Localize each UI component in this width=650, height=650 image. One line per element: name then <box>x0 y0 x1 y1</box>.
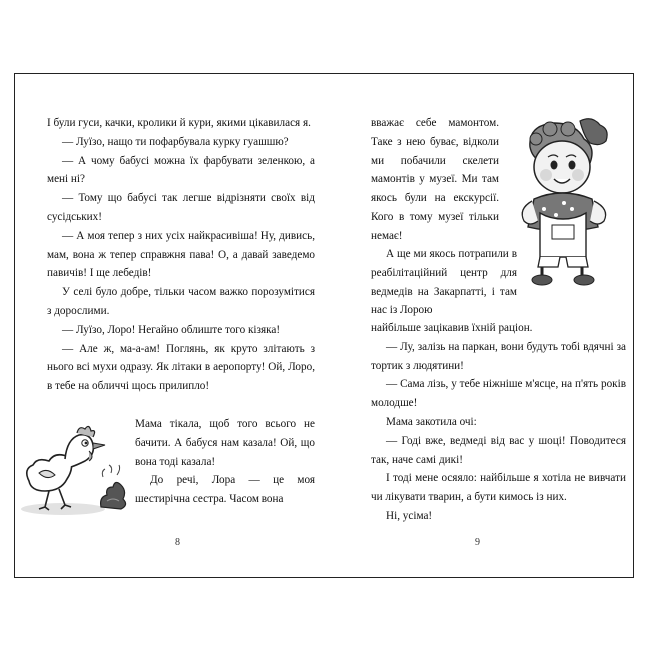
right-middle-text <box>371 245 517 320</box>
paragraph: До речі, Лора — це моя шестирічна сестра. Часом вона <box>135 474 315 506</box>
paragraph: вважає себе мамонтом. Таке з нею буває, відколи ми побачили скелети мамонтів у музеї. Ми там якось були на екскурсії. Кого в тому музеї тільки немає! <box>371 117 499 242</box>
paragraph: А ще ми якось потрапили в реабілітаційний центр для ведмедів на Закарпатті, і там нас із Лорою <box>371 248 517 317</box>
paragraph: — А моя тепер з них усіх найкрасивіша! Ну, дивись, мам, вона ж тепер справжня пава! О, а давай заведемо павичів! І ще лебедів! <box>47 229 315 280</box>
book-spread <box>14 73 634 578</box>
girl-icon <box>510 117 620 287</box>
paragraph: — Сама лізь, у тебе ніжніше м'ясце, на п'ять років молодше! <box>371 378 626 410</box>
left-wrap-text <box>135 415 315 509</box>
right-bottom-text <box>371 319 626 526</box>
paragraph: — Але ж, ма-а-ам! Поглянь, як круто злітають з нього всі мухи одразу. Як літаки в аеропорту! Ой, Лоро, в тебе на обличчі щось прилипло! <box>47 342 315 393</box>
paragraph: Мама закотила очі: <box>386 415 477 428</box>
hen-icon <box>15 421 130 521</box>
paragraph: — Луїзо, Лоро! Негайно облиште того кізяка! <box>62 323 281 336</box>
paragraph: І були гуси, качки, кролики й кури, якими цікавилася я. <box>47 117 311 129</box>
page-number-right: 9 <box>475 537 480 548</box>
left-page-text <box>47 114 315 396</box>
page-number-left: 8 <box>175 537 180 548</box>
paragraph: Ні, усіма! <box>386 509 433 522</box>
paragraph: Мама тікала, щоб того всього не бачити. А бабуся нам казала! Ой, що вона тоді казала! <box>135 418 315 468</box>
paragraph: — А чому бабусі можна їх фарбувати зеленкою, а мені ні? <box>47 154 315 186</box>
right-wrap-text <box>371 114 499 246</box>
paragraph: найбільше зацікавив їхній раціон. <box>371 322 533 334</box>
paragraph: У селі було добре, тільки часом важко порозумітися з дорослими. <box>47 286 315 317</box>
paragraph: — Луїзо, нащо ти пофарбувала курку гуашшю? <box>62 135 289 148</box>
paragraph: І тоді мене осяяло: найбільше я хотіла не вивчати чи лікувати тварин, а бути кимось із них. <box>371 472 626 504</box>
paragraph: — Годі вже, ведмеді від вас у шоці! Поводитеся так, наче самі дикі! <box>371 434 626 466</box>
paragraph: — Лу, залізь на паркан, вони будуть тобі вдячні за тортик з людятини! <box>371 340 626 372</box>
paragraph: — Тому що бабусі так легше відрізняти своїх від сусідських! <box>47 192 315 223</box>
